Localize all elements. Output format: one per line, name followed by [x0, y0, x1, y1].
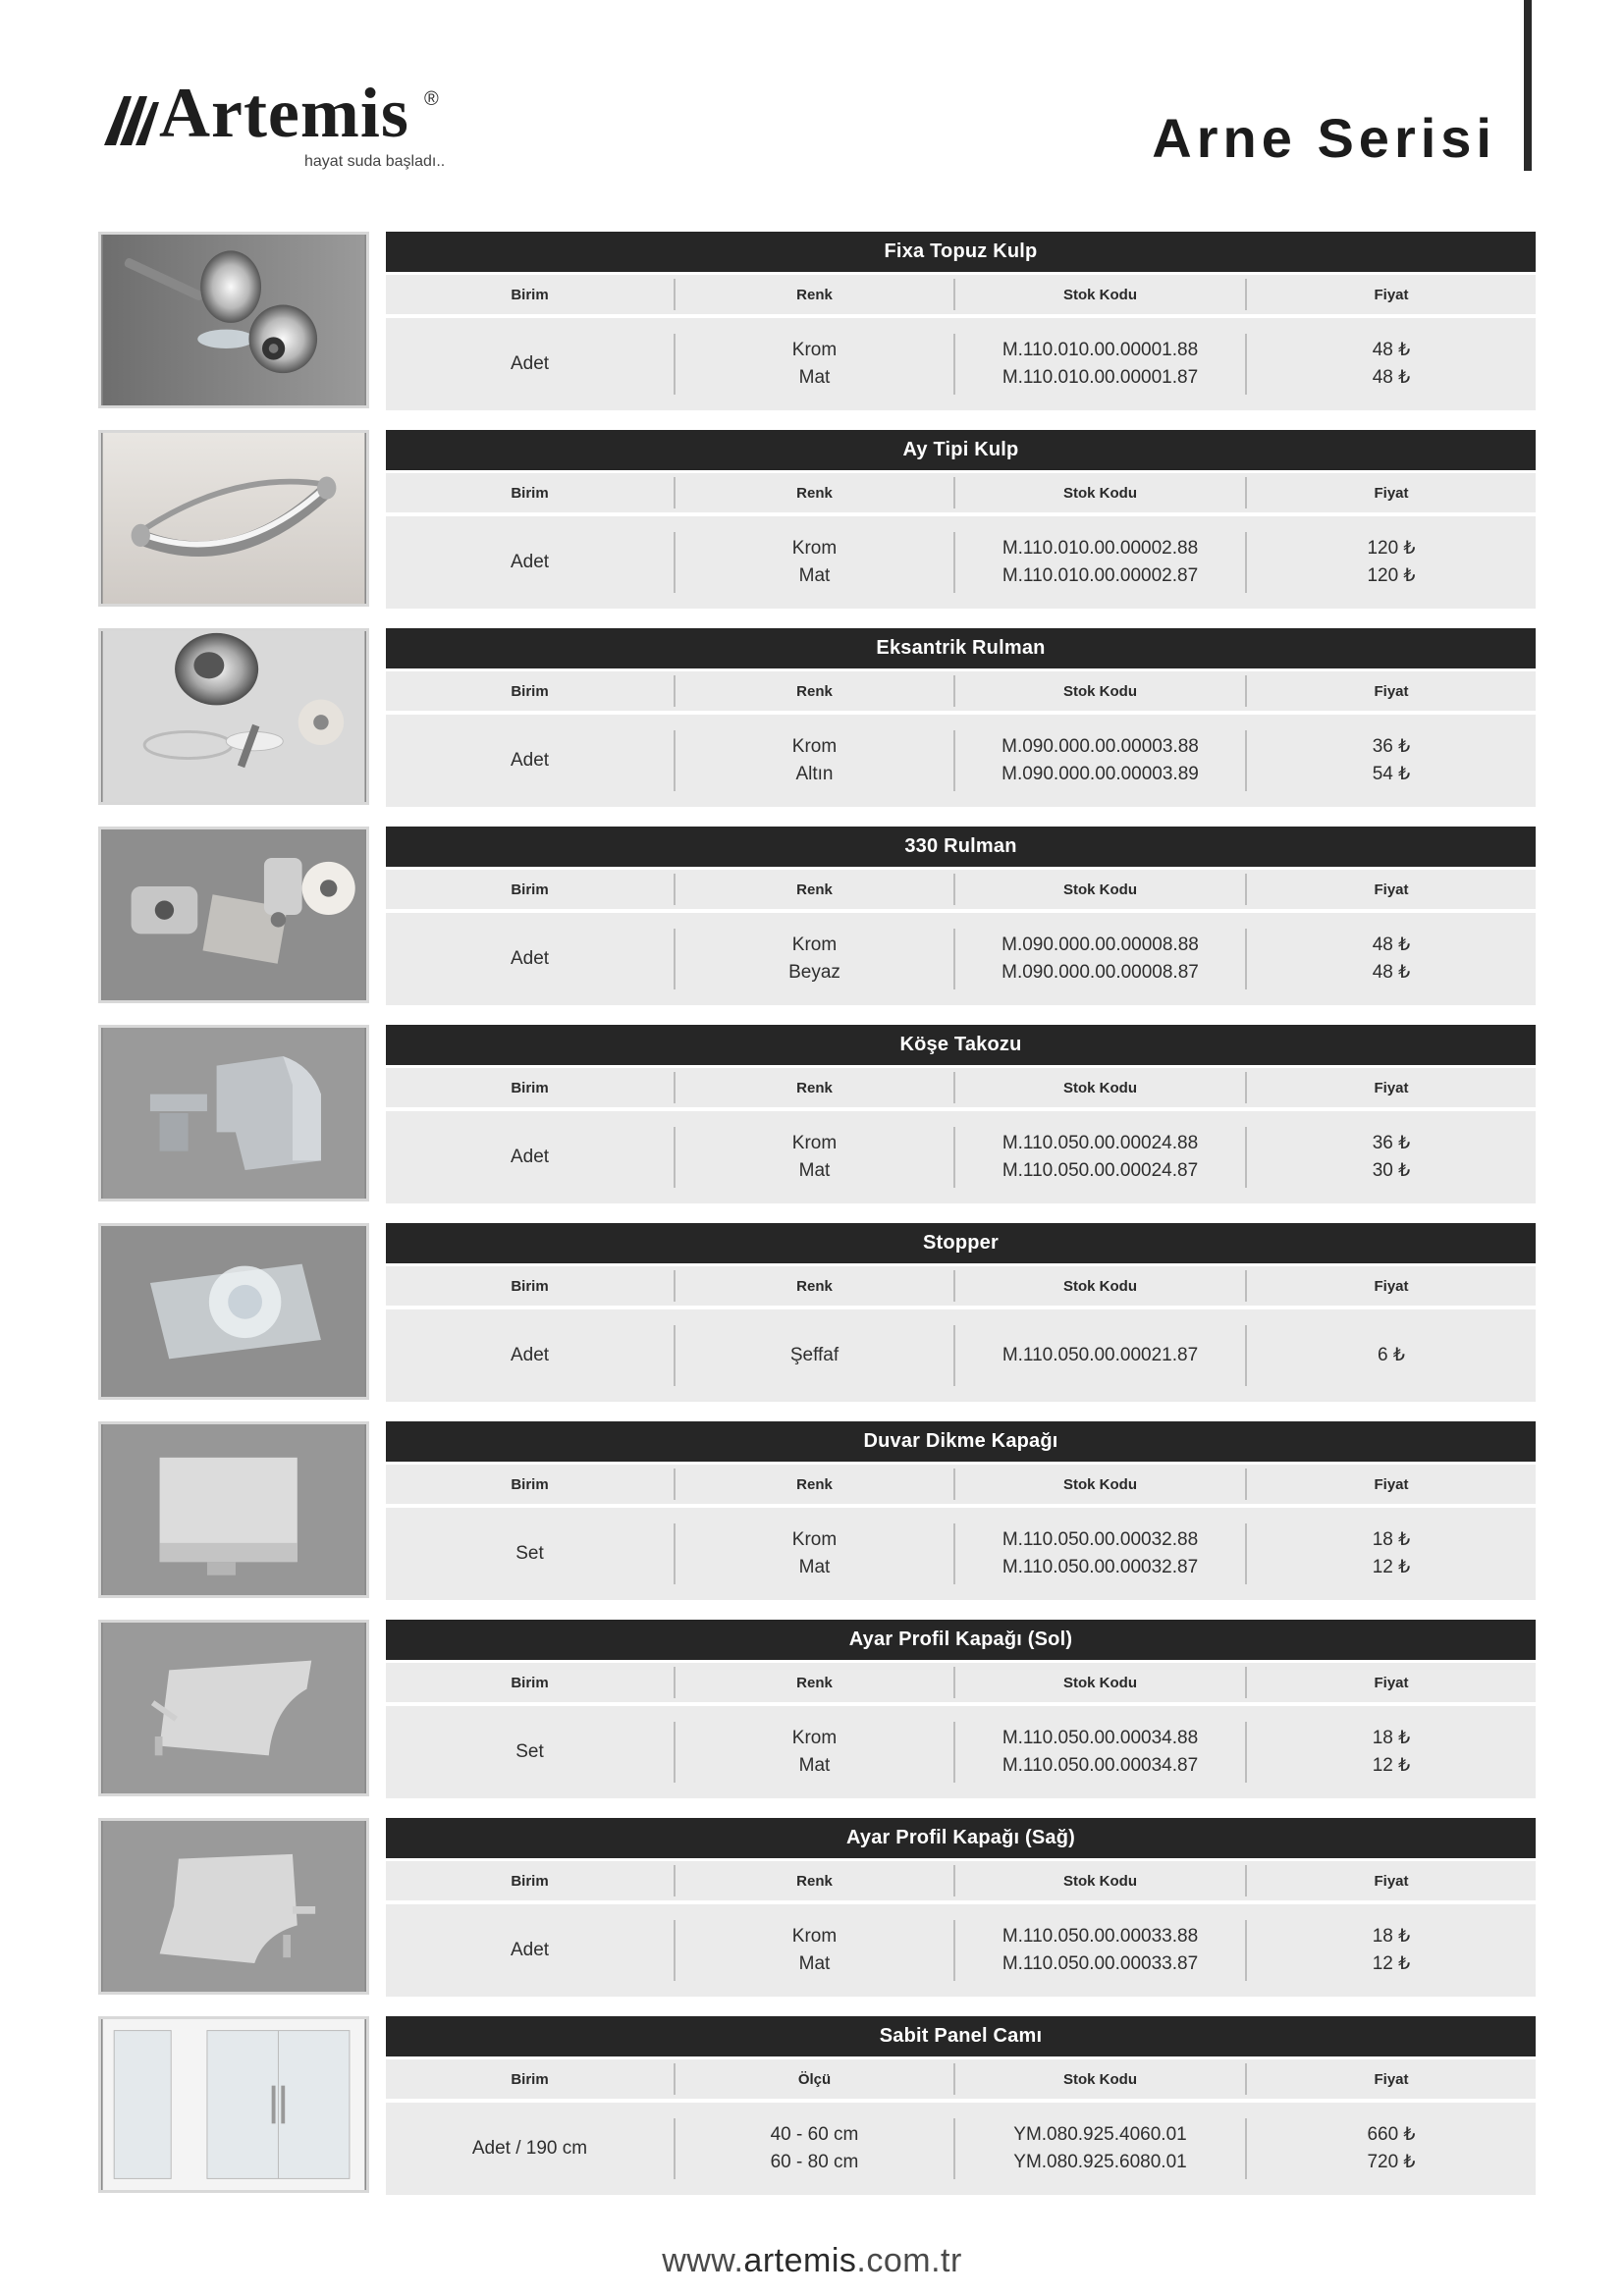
- header-variant: Renk: [674, 1865, 953, 1896]
- product-block: [98, 1421, 1536, 1620]
- cell-code: [953, 1523, 1245, 1584]
- cell-code: [953, 730, 1245, 791]
- cell-price: [1245, 334, 1536, 395]
- product-block: [98, 2016, 1536, 2215]
- variant-line-1: Krom: [791, 1926, 838, 1947]
- table-header-row: [386, 473, 1536, 512]
- cell-unit: Set: [515, 1543, 544, 1564]
- price-line-1: 18 ₺: [1372, 1529, 1411, 1550]
- variant-line-1: Krom: [791, 538, 838, 559]
- code-line-2: M.110.050.00.00024.87: [1001, 1160, 1199, 1181]
- glass-panel-photo: [98, 2016, 369, 2193]
- cell-variant: [674, 532, 953, 593]
- table-header-row: [386, 671, 1536, 711]
- header-code: Stok Kodu: [953, 1468, 1245, 1500]
- product-title: Duvar Dikme Kapağı: [386, 1421, 1536, 1462]
- header-unit: Birim: [511, 1277, 549, 1295]
- header-unit: Birim: [511, 1674, 549, 1691]
- brand-tagline: hayat suda başladı..: [304, 153, 446, 170]
- header-variant: Renk: [674, 1072, 953, 1103]
- eccentric-roller-photo: [98, 628, 369, 805]
- product-table: [386, 1620, 1536, 1798]
- table-row: [386, 1508, 1536, 1600]
- cell-variant: [674, 1523, 953, 1584]
- header-unit: Birim: [511, 1475, 549, 1493]
- product-block: [98, 628, 1536, 827]
- header-unit: Birim: [511, 484, 549, 502]
- product-block: [98, 1818, 1536, 2016]
- cell-price: [1245, 1127, 1536, 1188]
- product-list: [98, 232, 1536, 2215]
- cell-price: [1245, 1523, 1536, 1584]
- table-header-row: [386, 275, 1536, 314]
- product-table: [386, 1818, 1536, 1997]
- cell-code: [953, 1127, 1245, 1188]
- cell-unit: Set: [515, 1741, 544, 1762]
- logo-slash-mark-icon: [96, 88, 161, 149]
- code-line-2: M.110.050.00.00034.87: [1001, 1755, 1199, 1776]
- variant-line-1: Krom: [791, 1133, 838, 1153]
- header-unit: Birim: [511, 1872, 549, 1890]
- header-price: Fiyat: [1245, 477, 1536, 508]
- product-title: Sabit Panel Camı: [386, 2016, 1536, 2056]
- roller-bearing-photo: [98, 827, 369, 1003]
- header-unit: Birim: [511, 881, 549, 898]
- cell-price: [1245, 1920, 1536, 1981]
- table-row: [386, 715, 1536, 807]
- stopper-photo: [98, 1223, 369, 1400]
- cell-price: [1245, 730, 1536, 791]
- cell-unit: Adet: [510, 353, 550, 374]
- cell-code: [953, 1722, 1245, 1783]
- cell-variant: [674, 730, 953, 791]
- table-row: [386, 1706, 1536, 1798]
- website-footer[interactable]: [0, 2242, 1624, 2280]
- product-block: [98, 1223, 1536, 1421]
- cell-variant: [674, 2118, 953, 2179]
- cell-unit: Adet: [510, 1345, 550, 1365]
- cell-unit: Adet: [510, 1147, 550, 1167]
- header-variant: Renk: [674, 1468, 953, 1500]
- code-line-2: M.110.050.00.00033.87: [1001, 1953, 1199, 1974]
- price-line-2: 30 ₺: [1372, 1160, 1411, 1181]
- code-line-1: YM.080.925.4060.01: [1013, 2124, 1187, 2145]
- table-row: [386, 1111, 1536, 1203]
- header-price: Fiyat: [1245, 1865, 1536, 1896]
- price-line-1: 48 ₺: [1372, 934, 1411, 955]
- header-code: Stok Kodu: [953, 1667, 1245, 1698]
- product-title: Ayar Profil Kapağı (Sol): [386, 1620, 1536, 1660]
- price-line-1: 36 ₺: [1372, 1133, 1411, 1153]
- product-title: Fixa Topuz Kulp: [386, 232, 1536, 272]
- page-title: Arne Serisi: [1152, 107, 1496, 169]
- footer-prefix: www.: [662, 2242, 744, 2279]
- header-variant: Renk: [674, 279, 953, 310]
- page-edge-bar: [1524, 0, 1532, 171]
- header-code: Stok Kodu: [953, 1072, 1245, 1103]
- header-code: Stok Kodu: [953, 279, 1245, 310]
- header-code: Stok Kodu: [953, 2063, 1245, 2095]
- header-variant: Renk: [674, 1270, 953, 1302]
- table-header-row: [386, 1663, 1536, 1702]
- product-table: [386, 1025, 1536, 1203]
- table-header-row: [386, 870, 1536, 909]
- price-line-2: 48 ₺: [1372, 962, 1411, 983]
- code-line-1: M.090.000.00.00008.88: [1001, 934, 1199, 955]
- cell-variant: [674, 929, 953, 989]
- price-line-2: 12 ₺: [1372, 1953, 1411, 1974]
- footer-brand: artemis: [743, 2242, 857, 2279]
- header-price: Fiyat: [1245, 1468, 1536, 1500]
- product-block: [98, 1025, 1536, 1223]
- cell-unit: Adet / 190 cm: [471, 2138, 588, 2159]
- cell-variant: [674, 1127, 953, 1188]
- cell-code: [953, 1325, 1245, 1386]
- variant-line-1: Krom: [791, 1728, 838, 1748]
- code-line-2: M.110.010.00.00002.87: [1001, 565, 1199, 586]
- product-block: [98, 1620, 1536, 1818]
- header-price: Fiyat: [1245, 1270, 1536, 1302]
- cell-variant: [674, 1325, 953, 1386]
- price-line-1: 660 ₺: [1367, 2124, 1416, 2145]
- header-unit: Birim: [511, 682, 549, 700]
- cell-variant: [674, 1920, 953, 1981]
- table-row: [386, 516, 1536, 609]
- table-row: [386, 2103, 1536, 2195]
- header-code: Stok Kodu: [953, 1865, 1245, 1896]
- header-variant: Renk: [674, 675, 953, 707]
- cell-code: [953, 929, 1245, 989]
- variant-line-2: 60 - 80 cm: [770, 2152, 859, 2172]
- header-price: Fiyat: [1245, 874, 1536, 905]
- product-block: [98, 430, 1536, 628]
- price-line-2: 120 ₺: [1367, 565, 1416, 586]
- variant-line-2: Mat: [798, 1953, 831, 1974]
- cell-code: [953, 334, 1245, 395]
- header-price: Fiyat: [1245, 1072, 1536, 1103]
- cell-price: [1245, 929, 1536, 989]
- cell-unit: Adet: [510, 552, 550, 572]
- header-code: Stok Kodu: [953, 675, 1245, 707]
- code-line-1: M.110.050.00.00034.88: [1001, 1728, 1199, 1748]
- price-line-1: 18 ₺: [1372, 1728, 1411, 1748]
- header-variant: Renk: [674, 477, 953, 508]
- variant-line-2: Altın: [795, 764, 834, 784]
- code-line-1: M.110.010.00.00001.88: [1001, 340, 1199, 360]
- variant-line-2: Mat: [798, 1160, 831, 1181]
- price-line-1: 6 ₺: [1378, 1345, 1405, 1365]
- product-table: [386, 232, 1536, 410]
- corner-block-photo: [98, 1025, 369, 1201]
- header-price: Fiyat: [1245, 1667, 1536, 1698]
- variant-line-1: Krom: [791, 934, 838, 955]
- variant-line-1: Krom: [791, 1529, 838, 1550]
- variant-line-1: 40 - 60 cm: [770, 2124, 859, 2145]
- code-line-1: M.110.050.00.00033.88: [1001, 1926, 1199, 1947]
- variant-line-2: Mat: [798, 565, 831, 586]
- header-variant: Renk: [674, 874, 953, 905]
- product-title: Ayar Profil Kapağı (Sağ): [386, 1818, 1536, 1858]
- price-line-2: 48 ₺: [1372, 367, 1411, 388]
- price-line-1: 36 ₺: [1372, 736, 1411, 757]
- code-line-2: YM.080.925.6080.01: [1013, 2152, 1187, 2172]
- footer-suffix: .com.tr: [856, 2242, 962, 2279]
- variant-line-2: Mat: [798, 1755, 831, 1776]
- code-line-1: M.110.050.00.00024.88: [1001, 1133, 1199, 1153]
- cell-variant: [674, 334, 953, 395]
- wall-post-cap-photo: [98, 1421, 369, 1598]
- cell-code: [953, 532, 1245, 593]
- table-header-row: [386, 1861, 1536, 1900]
- price-line-2: 54 ₺: [1372, 764, 1411, 784]
- code-line-2: M.110.010.00.00001.87: [1001, 367, 1199, 388]
- code-line-2: M.110.050.00.00032.87: [1001, 1557, 1199, 1577]
- price-line-1: 48 ₺: [1372, 340, 1411, 360]
- code-line-2: M.090.000.00.00003.89: [1001, 764, 1199, 784]
- header-code: Stok Kodu: [953, 1270, 1245, 1302]
- code-line-1: M.110.010.00.00002.88: [1001, 538, 1199, 559]
- cell-price: [1245, 2118, 1536, 2179]
- variant-line-1: Krom: [791, 736, 838, 757]
- variant-line-1: Şeffaf: [789, 1345, 839, 1365]
- price-line-2: 12 ₺: [1372, 1557, 1411, 1577]
- table-header-row: [386, 1266, 1536, 1306]
- code-line-1: M.090.000.00.00003.88: [1001, 736, 1199, 757]
- registered-mark: ®: [424, 88, 439, 110]
- product-table: [386, 2016, 1536, 2195]
- code-line-1: M.110.050.00.00032.88: [1001, 1529, 1199, 1550]
- brand-logo[interactable]: [96, 74, 460, 183]
- product-title: Ay Tipi Kulp: [386, 430, 1536, 470]
- header-code: Stok Kodu: [953, 874, 1245, 905]
- product-table: [386, 1421, 1536, 1600]
- header-variant: Renk: [674, 1667, 953, 1698]
- product-block: [98, 232, 1536, 430]
- brand-name: Artemis: [159, 74, 409, 152]
- code-line-1: M.110.050.00.00021.87: [1001, 1345, 1199, 1365]
- header-unit: Birim: [511, 2070, 549, 2088]
- header-price: Fiyat: [1245, 2063, 1536, 2095]
- variant-line-1: Krom: [791, 340, 838, 360]
- product-table: [386, 628, 1536, 807]
- variant-line-2: Mat: [798, 1557, 831, 1577]
- table-row: [386, 913, 1536, 1005]
- price-line-2: 12 ₺: [1372, 1755, 1411, 1776]
- profile-cap-left-photo: [98, 1620, 369, 1796]
- product-table: [386, 827, 1536, 1005]
- table-header-row: [386, 2059, 1536, 2099]
- price-line-2: 720 ₺: [1367, 2152, 1416, 2172]
- cell-unit: Adet: [510, 1940, 550, 1960]
- table-row: [386, 1309, 1536, 1402]
- cell-unit: Adet: [510, 750, 550, 771]
- profile-cap-right-photo: [98, 1818, 369, 1995]
- product-title: 330 Rulman: [386, 827, 1536, 867]
- product-table: [386, 1223, 1536, 1402]
- product-title: Stopper: [386, 1223, 1536, 1263]
- cell-variant: [674, 1722, 953, 1783]
- cell-price: [1245, 1325, 1536, 1386]
- header-price: Fiyat: [1245, 279, 1536, 310]
- variant-line-2: Mat: [798, 367, 831, 388]
- price-line-1: 18 ₺: [1372, 1926, 1411, 1947]
- product-block: [98, 827, 1536, 1025]
- header-unit: Birim: [511, 286, 549, 303]
- arc-handle-photo: [98, 430, 369, 607]
- product-table: [386, 430, 1536, 609]
- knob-handle-photo: [98, 232, 369, 408]
- cell-unit: Adet: [510, 948, 550, 969]
- header-code: Stok Kodu: [953, 477, 1245, 508]
- product-title: Köşe Takozu: [386, 1025, 1536, 1065]
- product-title: Eksantrik Rulman: [386, 628, 1536, 668]
- cell-price: [1245, 1722, 1536, 1783]
- header-variant: Ölçü: [674, 2063, 953, 2095]
- header-price: Fiyat: [1245, 675, 1536, 707]
- cell-code: [953, 2118, 1245, 2179]
- price-line-1: 120 ₺: [1367, 538, 1416, 559]
- header-unit: Birim: [511, 1079, 549, 1096]
- table-header-row: [386, 1465, 1536, 1504]
- table-header-row: [386, 1068, 1536, 1107]
- cell-code: [953, 1920, 1245, 1981]
- variant-line-2: Beyaz: [788, 962, 840, 983]
- table-row: [386, 1904, 1536, 1997]
- table-row: [386, 318, 1536, 410]
- code-line-2: M.090.000.00.00008.87: [1001, 962, 1199, 983]
- cell-price: [1245, 532, 1536, 593]
